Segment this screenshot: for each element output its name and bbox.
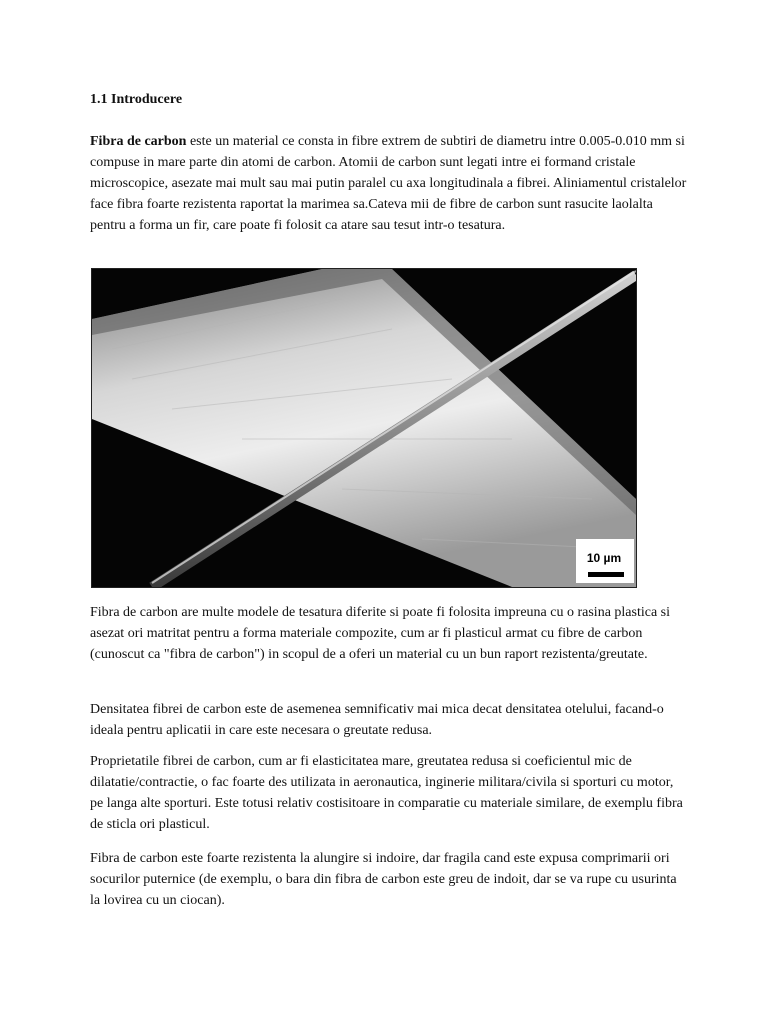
density-paragraph: Densitatea fibrei de carbon este de asemenea semnificativ mai mica decat densitatea otelului, facand-o ideala pentru aplicatii in care este necesara o greutate redusa. xyxy=(90,702,664,738)
strength-paragraph: Fibra de carbon este foarte rezistenta la alungire si indoire, dar fragila cand este expusa comprimarii ori socurilor puternice (de exemplu, o bara din fibra de carbon este greu de indoit, dar se va rupe cu usurinta la lovirea cu un ciocan). xyxy=(90,851,677,908)
section-heading: 1.1 Introducere xyxy=(90,92,183,107)
weave-paragraph: Fibra de carbon are multe modele de tesatura diferite si poate fi folosita impreuna cu o rasina plastica si asezat ori matritat pentru a forma materiale compozite, cum ar fi plasticul armat cu fibre de carbon (cunoscut ca "fibra de carbon") in scopul de a oferi un material cu un bun raport rezistenta/greutate. xyxy=(90,605,671,662)
intro-lead-term: Fibra de carbon xyxy=(90,134,187,149)
scale-bar-label: 10 µm xyxy=(586,551,622,565)
scale-bar xyxy=(588,572,624,577)
properties-paragraph: Proprietatile fibrei de carbon, cum ar fi elasticitatea mare, greutatea redusa si coeficientul mic de dilatatie/contractie, o fac foarte des utilizata in aeronautica, inginerie militara/civila si sporturi cu motor, pe langa alte sporturi. Este totusi relativ costisitoare in comparatie cu materiale similare, de exemplu fibra de sticla ori plasticul. xyxy=(90,754,683,832)
sem-micrograph-figure xyxy=(91,268,637,588)
sem-micrograph-image xyxy=(92,269,636,587)
intro-text: este un material ce consta in fibre extrem de subtiri de diametru intre 0.005-0.010 mm si compuse in mare parte din atomi de carbon. Atomii de carbon sunt legati intre ei formand cristale microscopice, asezate mai mult sau mai putin paralel cu axa longitudinala a fibrei. Aliniamentul cristalelor face fibra foarte rezistenta raportat la marimea sa.Cateva mii de fibre de carbon sunt rasucite laolalta pentru a forma un fir, care poate fi folosit ca atare sau tesut intr-o tesatura. xyxy=(90,134,687,233)
intro-paragraph xyxy=(90,131,690,236)
